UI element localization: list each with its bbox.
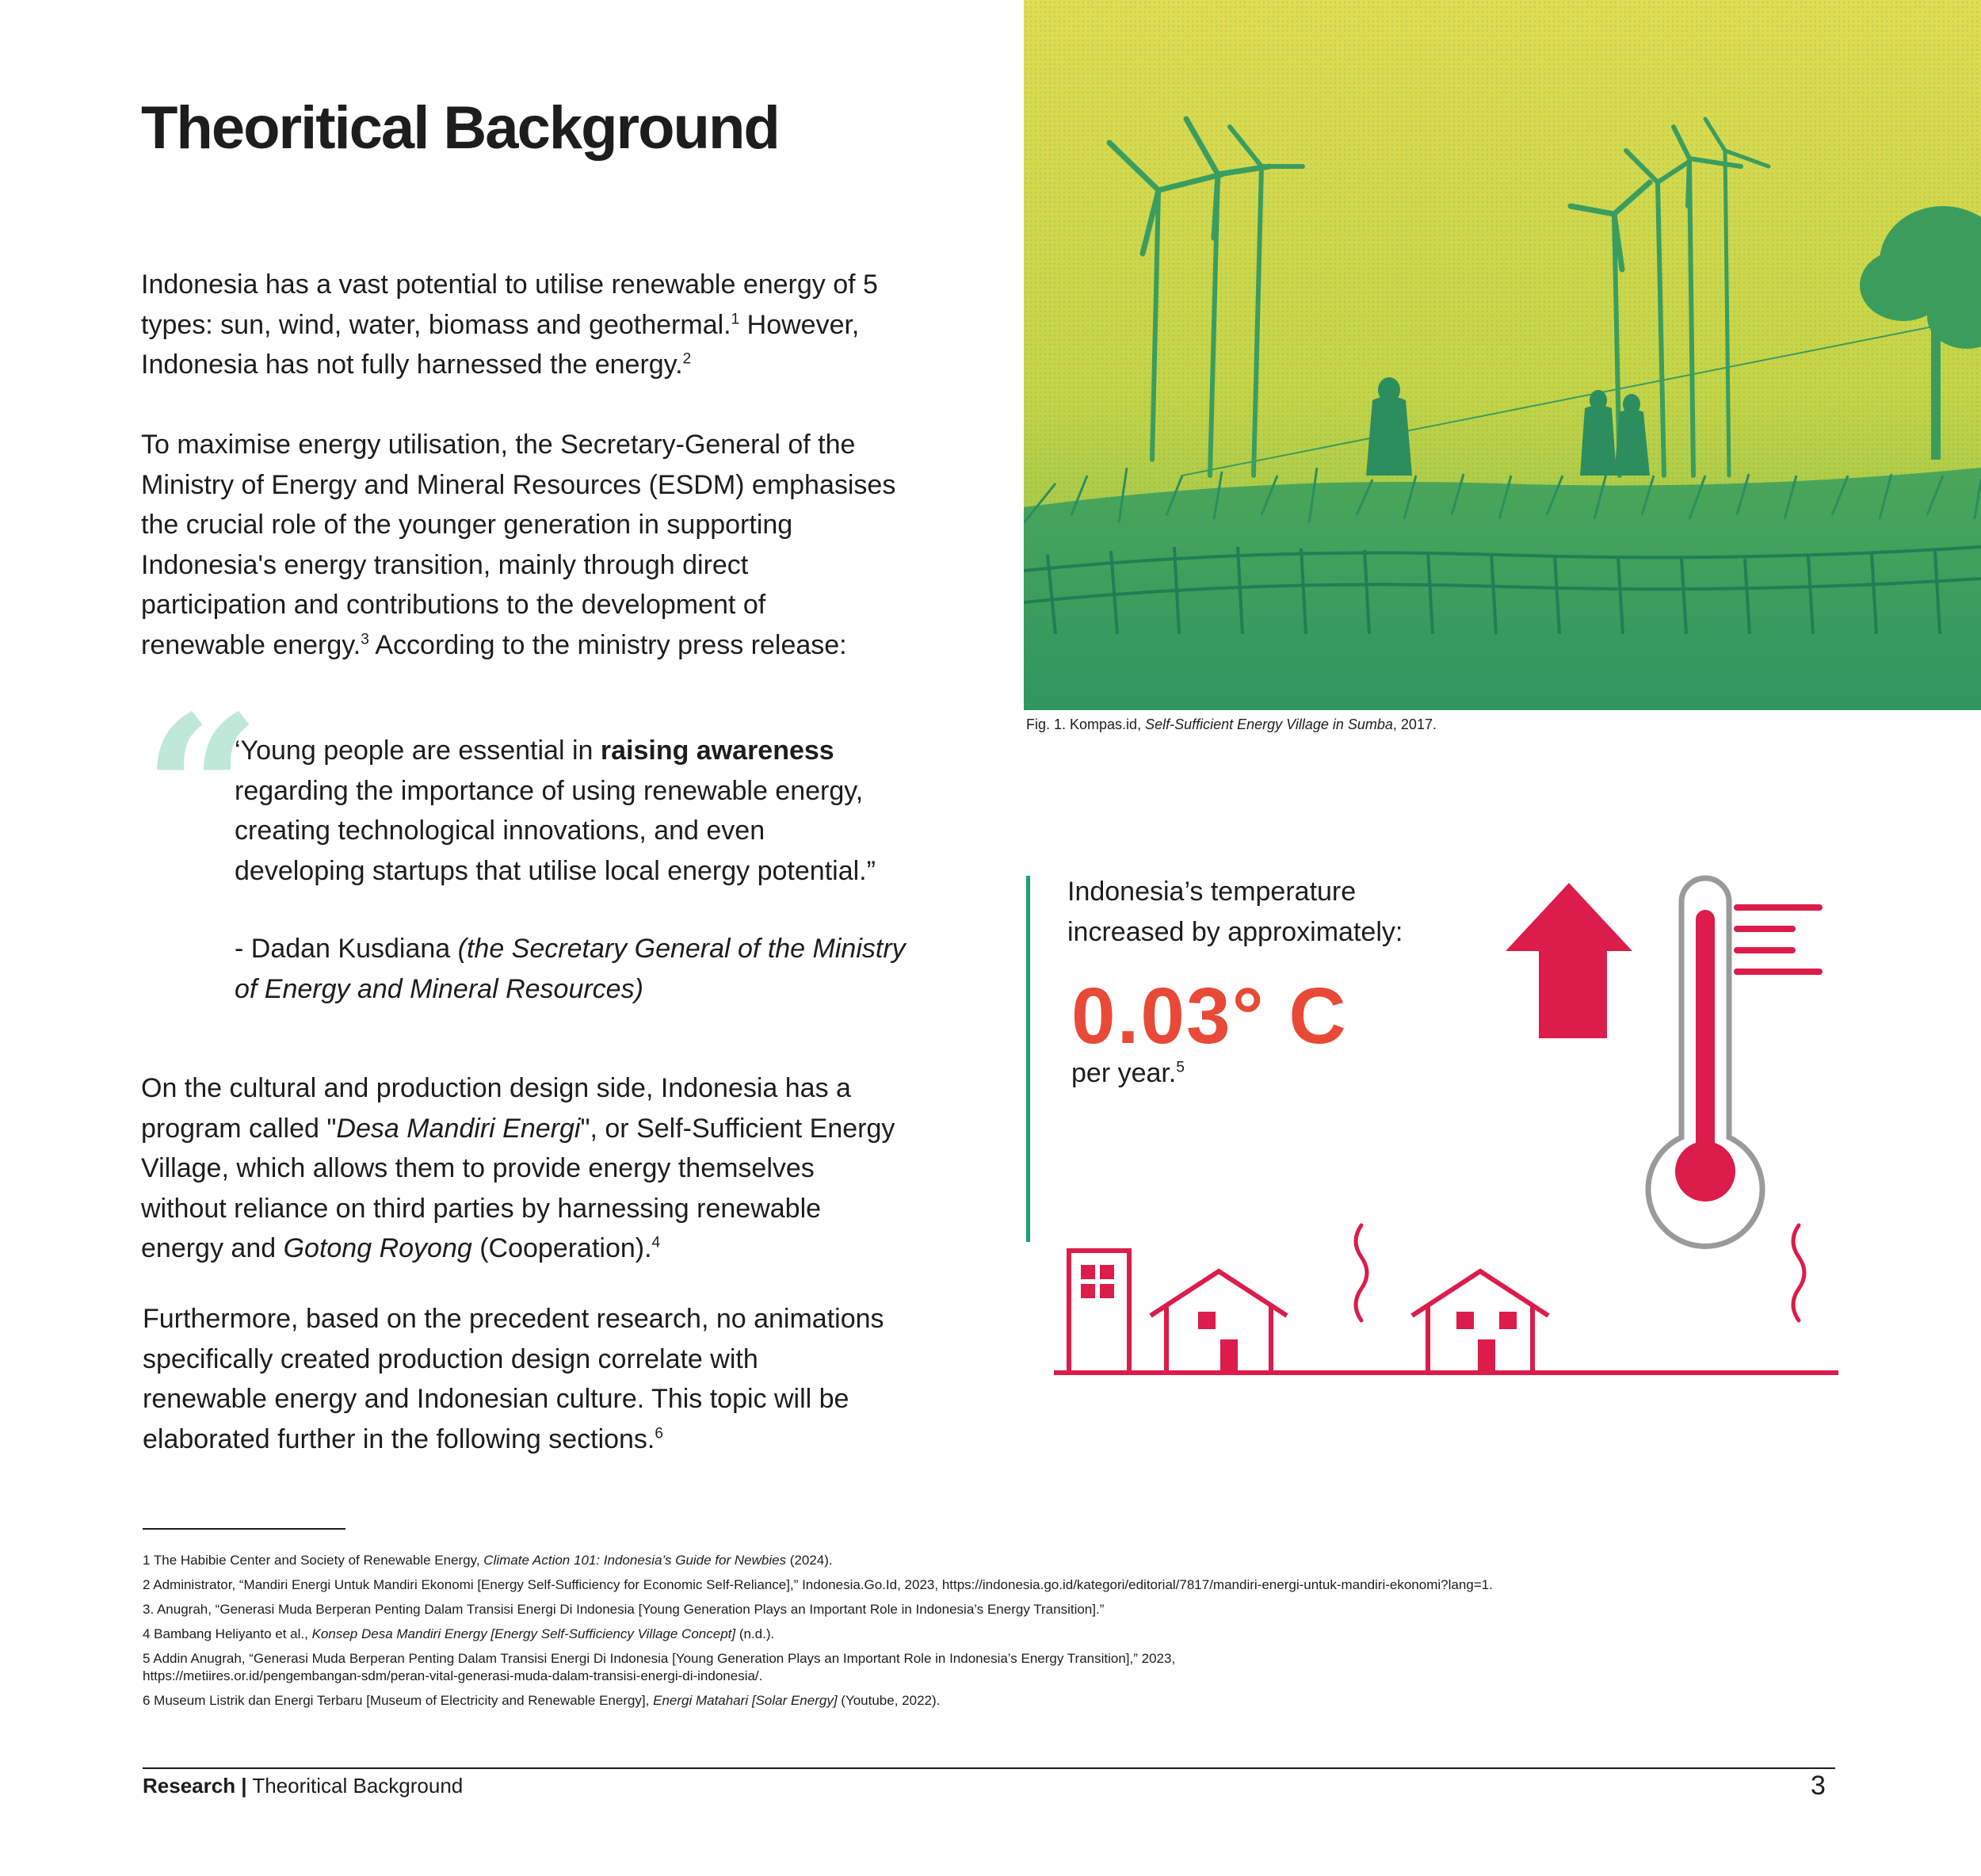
footnote-item: 6 Museum Listrik dan Energi Terbaru [Museum of Electricity and Renewable Energy], Energi Matahari [Solar Energy] (Youtube, 2022). bbox=[143, 1693, 941, 1708]
footnote-divider bbox=[143, 1528, 345, 1530]
quote-emphasis: raising awareness bbox=[600, 735, 834, 766]
footnote-item: 1 The Habibie Center and Society of Renewable Energy, Climate Action 101: Indonesia’s Guide for Newbies (2024). bbox=[143, 1553, 833, 1568]
warming-illustration bbox=[1046, 872, 1854, 1379]
accent-bar bbox=[1026, 876, 1030, 1242]
precedent-paragraph: Furthermore, based on the precedent research, no animations specifically created production design correlate with renewable energy and Indonesian culture. This topic will be elaborated further in the following sections.$^6$ bbox=[143, 1304, 884, 1454]
footnote-item: 3. Anugrah, “Generasi Muda Berperan Penting Dalam Transisi Energi Di Indonesia [Young Generation Plays an Important Role in Indonesia’s Energy Transition].” bbox=[143, 1602, 1105, 1617]
footer-section-label: Research | Theoritical Background bbox=[143, 1774, 464, 1798]
footnote-ref-6: 6 bbox=[655, 1425, 663, 1442]
wind-turbine-photo bbox=[1024, 0, 1981, 710]
ministry-quote: ‘Young people are essential in raising awareness regarding the importance of using renewable energy, creating technological innovations, and even developing startups that utilise local energy potential.” bbox=[235, 735, 876, 886]
footnote-list bbox=[143, 1552, 1807, 1717]
footnote-ref-3: 3 bbox=[361, 631, 369, 648]
esdm-paragraph: To maximise energy utilisation, the Secretary-General of the Ministry of Energy and Mineral Resources (ESDM) emphasises the crucial role of the younger generation in supporting Indonesia's energy transition, mainly through direct participation and contributions to the development of renewable energy.$^3$ According to the ministry press release: bbox=[141, 430, 896, 660]
house-icon bbox=[1412, 1271, 1548, 1373]
footnote-ref-5: 5 bbox=[1176, 1059, 1185, 1076]
quote-attribution: - Dadan Kusdiana (the Secretary General of the Ministry of Energy and Mineral Resources) bbox=[235, 934, 906, 1004]
page-number: 3 bbox=[1811, 1771, 1826, 1801]
quote-mark-icon: “ bbox=[143, 671, 261, 913]
intro-paragraph: Indonesia has a vast potential to utilise renewable energy of 5 types: sun, wind, water, biomass and geothermal.$^1$ However, Indonesia has not fully harnessed the energy.$^2$ bbox=[141, 269, 878, 380]
temperature-unit: per year.$^5$ bbox=[1071, 1058, 1185, 1088]
footnote-item: 4 Bambang Heliyanto et al., Konsep Desa Mandiri Energy [Energy Self-Sufficiency Village Concept] (n.d.). bbox=[143, 1626, 775, 1641]
house-icon bbox=[1151, 1271, 1287, 1373]
desa-mandiri-paragraph: On the cultural and production design side, Indonesia has a program called "Desa Mandiri Energi", or Self-Sufficient Energy Village, which allows them to provide energy themselves without reliance on third parties by harnessing renewable energy and Gotong Royong (Cooperation).$^4$ bbox=[141, 1073, 895, 1264]
figure-caption: Fig. 1. Kompas.id, Self-Sufficient Energy Village in Sumba, 2017. bbox=[1026, 716, 1437, 732]
footnote-ref-2: 2 bbox=[682, 350, 692, 368]
page-title: Theoritical Background bbox=[141, 94, 779, 162]
footer-divider bbox=[143, 1767, 1835, 1769]
footnote-ref-4: 4 bbox=[651, 1235, 661, 1252]
footnote-item: 5 Addin Anugrah, “Generasi Muda Berperan Penting Dalam Transisi Energi Di Indonesia [Young Generation Plays an Important Role in Indonesia’s Energy Transition],” 2023, https://metiires.or.id/pengembangan-sdm/peran-vital-generasi-muda-dalam-transisi-energi-di-indonesia/. bbox=[143, 1651, 1176, 1683]
heat-lines-icon bbox=[1737, 907, 1819, 972]
temperature-label: Indonesia’s temperature increased by approximately: bbox=[1067, 877, 1403, 947]
footnote-ref-1: 1 bbox=[731, 311, 740, 328]
temperature-value: 0.03° C bbox=[1071, 972, 1348, 1060]
arrow-up-icon bbox=[1506, 883, 1632, 1038]
thermometer-icon bbox=[1648, 878, 1762, 1246]
footnote-item: 2 Administrator, “Mandiri Energi Untuk Mandiri Ekonomi [Energy Self-Sufficiency for Economic Self-Reliance],” Indonesia.Go.Id, 2023, https://indonesia.go.id/kategori/editorial/7817/mandiri-energi-untuk-mandiri-ekonomi?lang=1. bbox=[143, 1577, 1493, 1592]
building-icon bbox=[1069, 1251, 1129, 1373]
